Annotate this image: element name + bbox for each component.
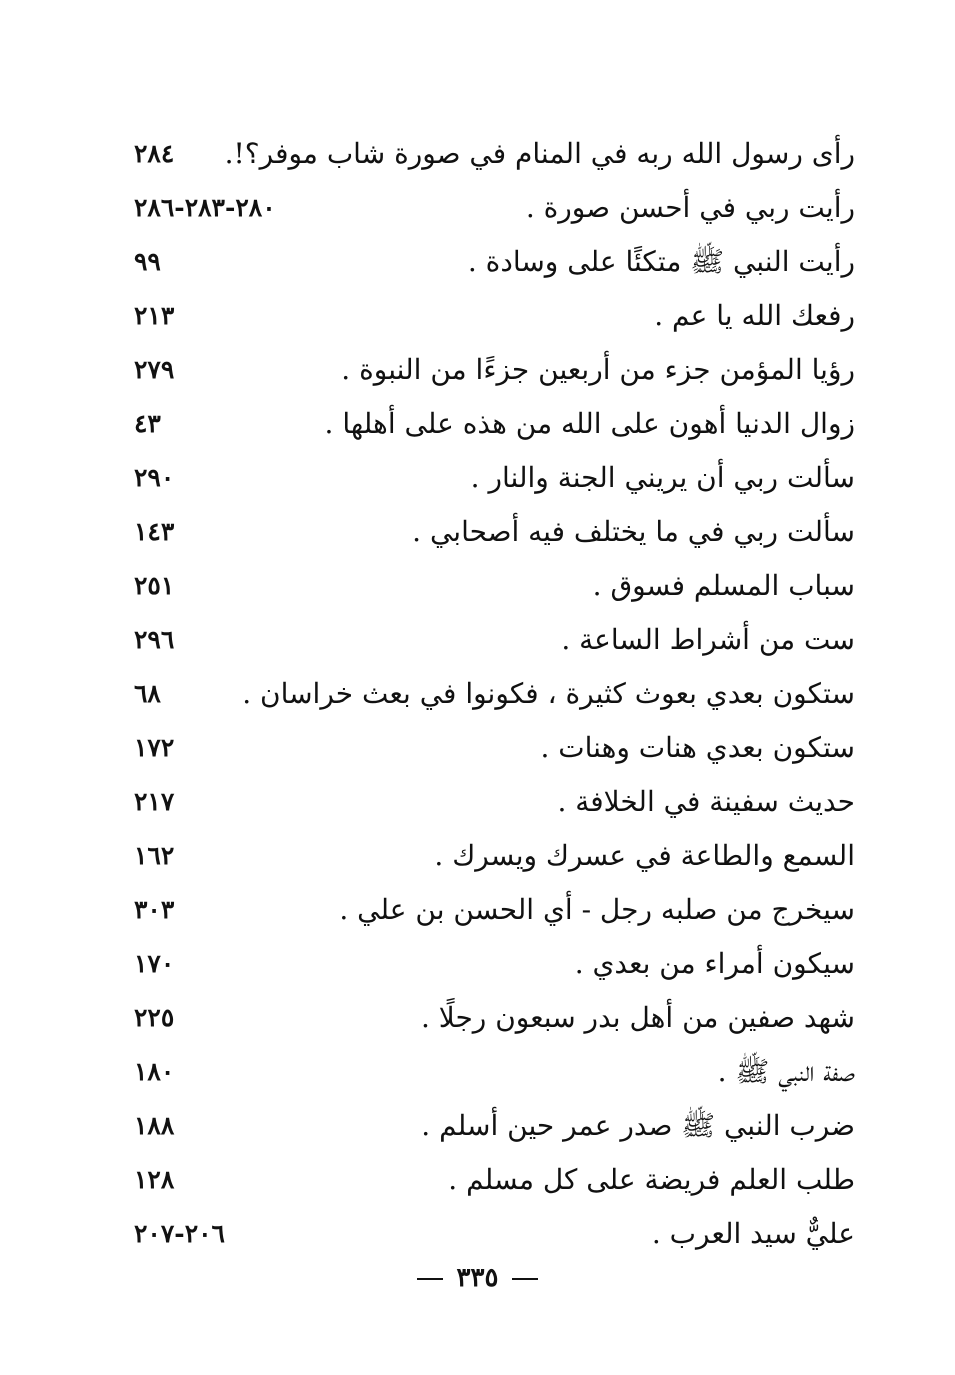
- index-entry: [120, 451, 855, 505]
- entry-page-ref: ٤٣: [134, 409, 161, 438]
- entry-page-ref: ٣٠٣: [134, 895, 175, 924]
- entry-text: زوال الدنيا أهون على الله من هذه على أهلها .: [324, 407, 855, 440]
- entry-page-ref: ١٢٨: [134, 1165, 175, 1194]
- entry-page-ref: ١٨٠: [134, 1057, 175, 1086]
- page-number-dash-left: [417, 1278, 443, 1280]
- index-entry: [120, 181, 855, 235]
- entry-page-ref: ١٦٢: [134, 841, 175, 870]
- entry-text: سألت ربي في ما يختلف فيه أصحابي .: [412, 515, 855, 548]
- entry-text: رأيت النبي ﷺ متكئًا على وسادة .: [467, 245, 855, 278]
- entry-text: رفعك الله يا عم .: [654, 299, 855, 332]
- index-entry: [120, 991, 855, 1045]
- index-entry: [120, 883, 855, 937]
- entry-page-ref: ٢٩٦: [134, 625, 175, 654]
- entry-text: شهد صفين من أهل بدر سبعون رجلًا .: [420, 1001, 855, 1034]
- index-entry: [120, 343, 855, 397]
- entry-page-ref: ١٤٣: [134, 517, 175, 546]
- entry-text: ست من أشراط الساعة .: [561, 623, 855, 656]
- entry-text: رأيت ربي في أحسن صورة .: [525, 191, 855, 224]
- index-entry: [120, 1099, 855, 1153]
- entry-text: حديث سفينة في الخلافة .: [557, 785, 855, 818]
- entry-page-ref: ٢٩٠: [134, 463, 175, 492]
- index-entry: [120, 775, 855, 829]
- entry-page-ref: ٢١٧: [134, 787, 175, 816]
- index-entry: [120, 289, 855, 343]
- entry-text: رؤيا المؤمن جزء من أربعين جزءًا من النبوة .: [341, 353, 855, 386]
- index-entry: [120, 721, 855, 775]
- entry-text: رأى رسول الله ربه في المنام في صورة شاب موفر؟!.: [224, 137, 855, 170]
- index-entry: [120, 505, 855, 559]
- hadith-index-list: [120, 127, 855, 1261]
- entry-page-ref: ٢٨٠-٢٨٣-٢٨٦: [134, 193, 276, 222]
- entry-page-ref: ٢١٣: [134, 301, 175, 330]
- entry-text: سألت ربي أن يريني الجنة والنار .: [470, 461, 855, 494]
- entry-text: ستكون بعدي بعوث كثيرة ، فكونوا في بعث خراسان .: [242, 677, 855, 710]
- entry-text: سيكون أمراء من بعدي .: [574, 947, 855, 980]
- index-entry: [120, 397, 855, 451]
- index-entry: [120, 127, 855, 181]
- entry-page-ref: ٢٢٥: [134, 1003, 175, 1032]
- entry-text: طلب العلم فريضة على كل مسلم .: [448, 1163, 855, 1196]
- page-number-value: ٣٣٥: [456, 1263, 499, 1293]
- index-entry: [120, 613, 855, 667]
- index-entry: [120, 1045, 855, 1099]
- entry-text: عليٌّ سيد العرب .: [651, 1217, 855, 1250]
- entry-page-ref: ١٧٢: [134, 733, 175, 762]
- entry-text: ستكون بعدي هنات وهنات .: [540, 731, 855, 764]
- entry-page-ref: ١٨٨: [134, 1111, 175, 1140]
- index-entry: [120, 559, 855, 613]
- entry-text: السمع والطاعة في عسرك ويسرك .: [434, 839, 855, 872]
- index-entry: [120, 1153, 855, 1207]
- entry-page-ref: ٦٨: [134, 679, 161, 708]
- entry-text: صفة النبي ﷺ .: [717, 1055, 855, 1088]
- entry-page-ref: ٢٧٩: [134, 355, 175, 384]
- entry-page-ref: ٢٨٤: [134, 139, 175, 168]
- index-entry: [120, 1207, 855, 1261]
- entry-text: سيخرج من صلبه رجل - أي الحسن بن علي .: [339, 893, 855, 926]
- entry-text: ضرب النبي ﷺ صدر عمر حين أسلم .: [421, 1109, 855, 1142]
- index-entry: [120, 235, 855, 289]
- entry-page-ref: ٢٠٦-٢٠٧: [134, 1219, 225, 1248]
- page-number: [0, 1258, 955, 1298]
- entry-page-ref: ٢٥١: [134, 571, 175, 600]
- entry-page-ref: ٩٩: [134, 247, 161, 276]
- index-entry: [120, 829, 855, 883]
- entry-page-ref: ١٧٠: [134, 949, 175, 978]
- index-entry: [120, 667, 855, 721]
- page-number-dash-right: [512, 1278, 538, 1280]
- index-entry: [120, 937, 855, 991]
- entry-text: سباب المسلم فسوق .: [592, 569, 855, 602]
